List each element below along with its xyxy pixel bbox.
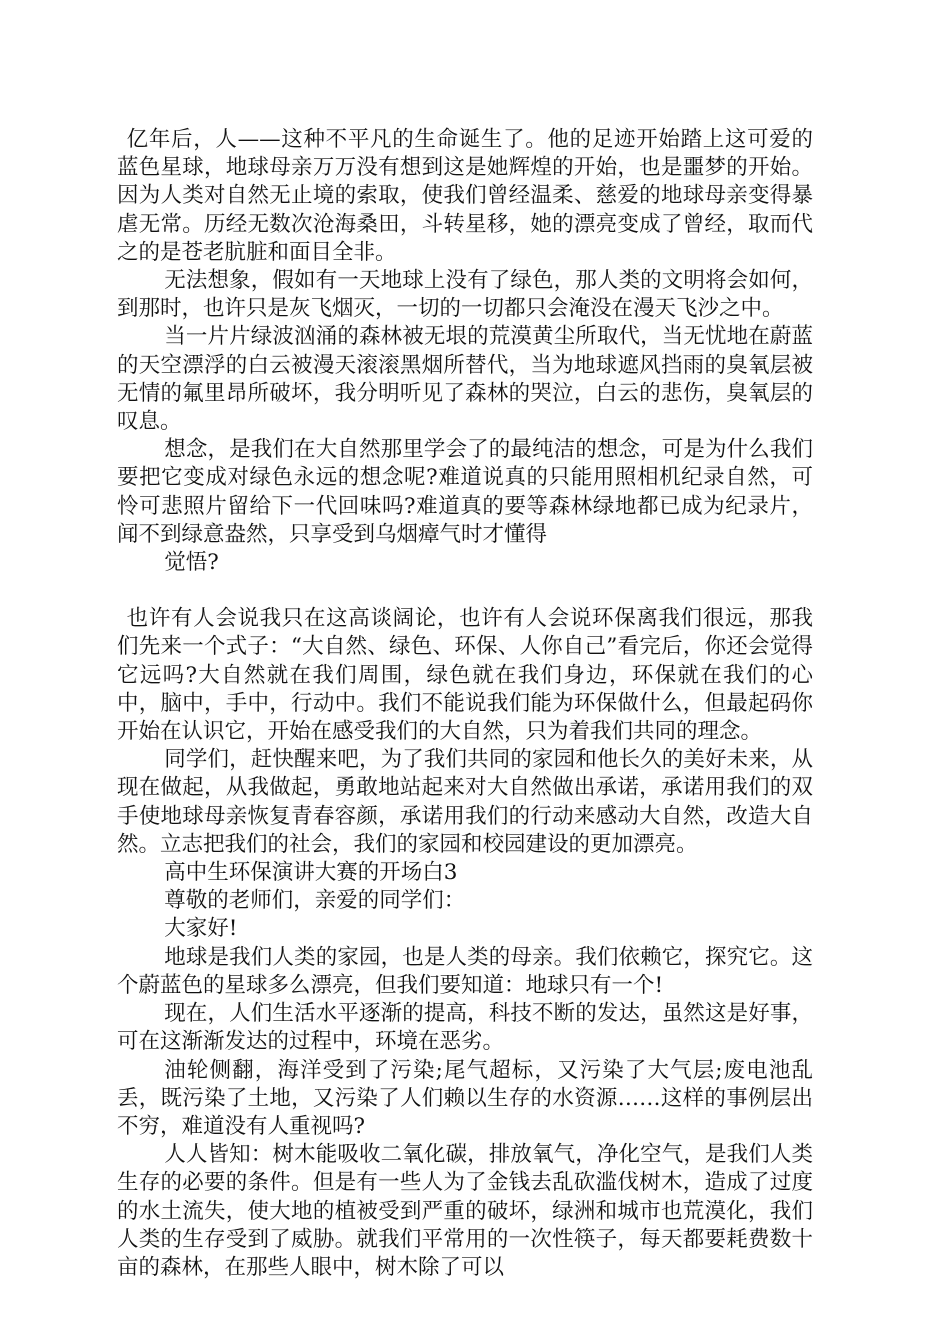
paragraph: 想念，是我们在大自然那里学会了的最纯洁的想念，可是为什么我们要把它变成对绿色永远的想念呢?难道说真的只能用照相机纪录自然，可怜可悲照片留给下一代回味吗?难道真的要等森林绿地都已成为纪录片，闻不到绿意盎然，只享受到乌烟瘴气时才懂得 <box>117 437 813 547</box>
document-page <box>117 126 813 1282</box>
paragraph-spacer <box>117 577 813 605</box>
paragraph: 同学们，赶快醒来吧，为了我们共同的家园和他长久的美好未来，从现在做起，从我做起，勇敢地站起来对大自然做出承诺，承诺用我们的双手使地球母亲恢复青春容颜，承诺用我们的行动来感动大自然，改造大自然。立志把我们的社会，我们的家园和校园建设的更加漂亮。 <box>117 747 813 857</box>
paragraph: 当一片片绿波汹涌的森林被无垠的荒漠黄尘所取代，当无忧地在蔚蓝的天空漂浮的白云被漫天滚滚黑烟所替代，当为地球遮风挡雨的臭氧层被无情的氟里昂所破坏，我分明听见了森林的哭泣，白云的悲伤，臭氧层的叹息。 <box>117 324 813 435</box>
paragraph: 人人皆知：树木能吸收二氧化碳，排放氧气，净化空气，是我们人类生存的必要的条件。但是有一些人为了金钱去乱砍滥伐树木，造成了过度的水土流失，使大地的植被受到严重的破坏，绿洲和城市也荒漠化，我们人类的生存受到了威胁。就我们平常用的一次性筷子，每天都要耗费数十亩的森林，在那些人眼中，树木除了可以 <box>117 1142 813 1280</box>
paragraph: 亿年后，人——这种不平凡的生命诞生了。他的足迹开始踏上这可爱的蓝色星球，地球母亲万万没有想到这是她辉煌的开始，也是噩梦的开始。因为人类对自然无止境的索取，使我们曾经温柔、慈爱的地球母亲变得暴虐无常。历经无数次沧海桑田，斗转星移，她的漂亮变成了曾经，取而代之的是苍老肮脏和面目全非。 <box>117 127 813 265</box>
paragraph: 也许有人会说我只在这高谈阔论，也许有人会说环保离我们很远，那我们先来一个式子：“大自然、绿色、环保、人你自己”看完后，你还会觉得它远吗?大自然就在我们周围，绿色就在我们身边，环保就在我们的心中，脑中，手中，行动中。我们不能说我们能为环保做什么，但最起码你开始在认识它，开始在感受我们的大自然，只为着我们共同的理念。 <box>117 606 813 745</box>
paragraph: 无法想象，假如有一天地球上没有了绿色，那人类的文明将会如何，到那时，也许只是灰飞烟灭，一切的一切都只会淹没在漫天飞沙之中。 <box>117 268 813 322</box>
paragraph: 尊敬的老师们，亲爱的同学们： <box>164 888 466 914</box>
paragraph: 高中生环保演讲大赛的开场白3 <box>164 860 458 886</box>
paragraph: 觉悟? <box>164 550 219 576</box>
paragraph: 现在，人们生活水平逐渐的提高，科技不断的发达，虽然这是好事，可在这渐渐发达的过程中，环境在恶劣。 <box>117 1001 813 1055</box>
paragraph: 大家好! <box>164 916 238 942</box>
paragraph: 地球是我们人类的家园，也是人类的母亲。我们依赖它，探究它。这个蔚蓝色的星球多么漂亮，但我们要知道：地球只有一个! <box>117 944 813 998</box>
paragraph: 油轮侧翻，海洋受到了污染;尾气超标，又污染了大气层;废电池乱丢，既污染了土地，又污染了人们赖以生存的水资源……这样的事例层出不穷，难道没有人重视吗? <box>117 1057 813 1139</box>
